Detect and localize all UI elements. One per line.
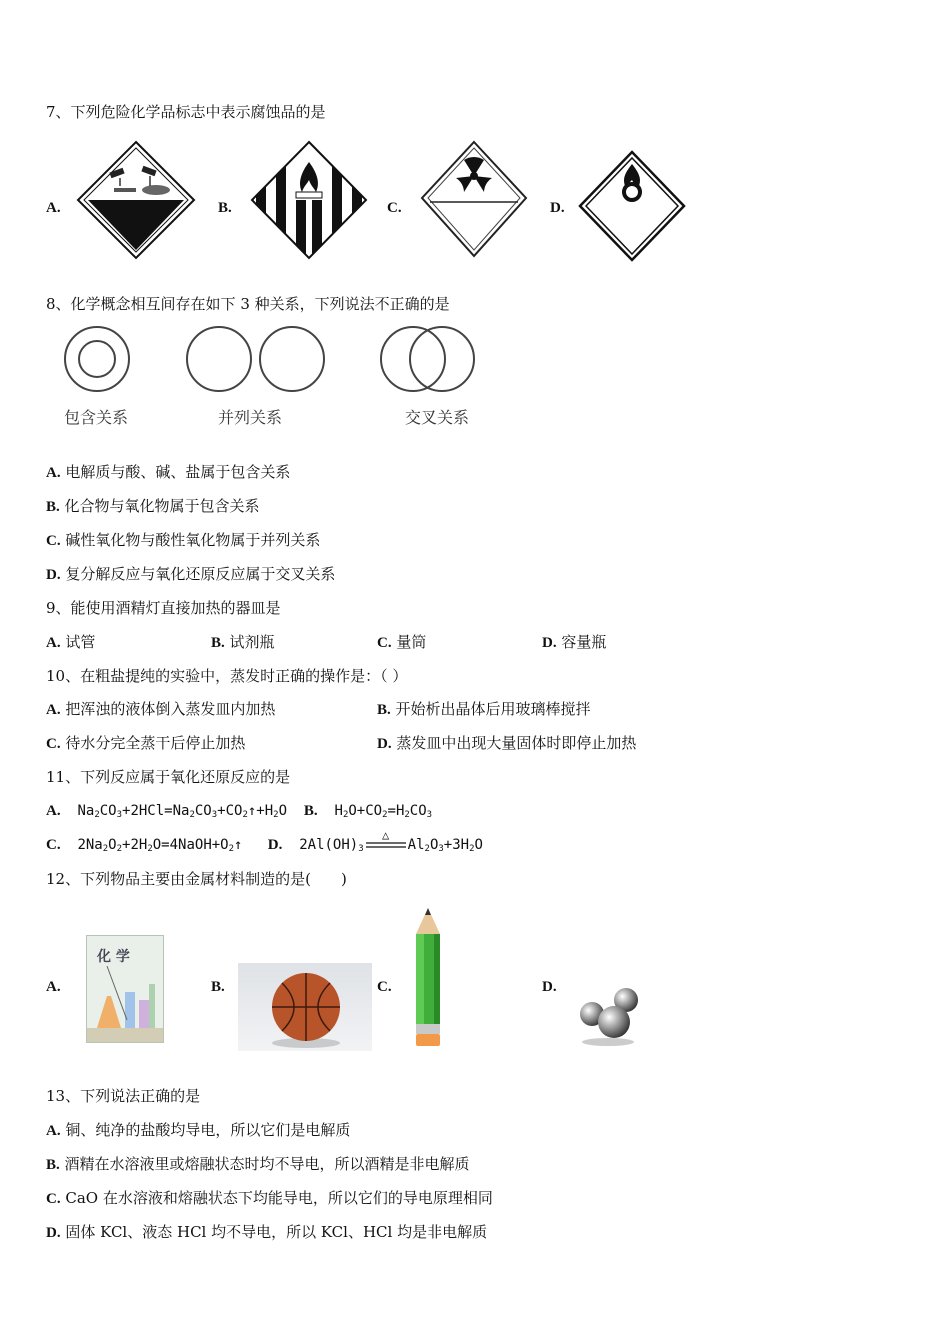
q8-option-d: D. 复分解反应与氧化还原反应属于交叉关系 [46, 565, 336, 583]
q12-option-b-label: B. [211, 979, 225, 995]
q7-option-a-label: A. [46, 200, 61, 216]
q9-option-a: A. 试管 [46, 633, 96, 651]
q11-equation-c: $2Na_2O_2+2H_2O=4NaOH+O_2↑$ [77, 837, 243, 854]
chemistry-book-image [86, 935, 164, 1043]
parallel-relation-diagram [182, 322, 328, 396]
q9-option-d: D. 容量瓶 [542, 633, 607, 651]
equals-bar-icon [366, 841, 406, 849]
basketball-icon [238, 963, 372, 1051]
q13-option-a: A. 铜、纯净的盐酸均导电，所以它们是电解质 [46, 1121, 351, 1139]
q11-row-ab: A. $Na_2CO_3+2HCl=Na_2CO_3+CO_2↑+H_2O$ B. $H_2O+CO_2=H_2CO_3$ [46, 803, 433, 820]
q9-stem: 9、能使用酒精灯直接加热的器皿是 [46, 599, 281, 617]
q11-equation-a: $Na_2CO_3+2HCl=Na_2CO_3+CO_2↑+H_2O$ [77, 803, 288, 820]
q13-option-c: C. CaO 在水溶液和熔融状态下均能导电，所以它们的导电原理相同 [46, 1189, 493, 1207]
heat-symbol: △ [382, 828, 390, 842]
q10-option-a: A. 把浑浊的液体倒入蒸发皿内加热 [46, 700, 276, 718]
q12-option-a-label: A. [46, 979, 61, 995]
inclusion-caption: 包含关系 [64, 408, 129, 427]
radioactive-sign-icon [420, 140, 528, 258]
q13-option-d: D. 固体 KCl、液态 HCl 均不导电，所以 KCl、HCl 均是非电解质 [46, 1223, 488, 1241]
q7-option-b-label: B. [218, 200, 232, 216]
heating-arrow [366, 828, 406, 849]
pencil-image [412, 906, 444, 1048]
q12-option-d-label: D. [542, 979, 557, 995]
q10-option-c: C. 待水分完全蒸干后停止加热 [46, 734, 246, 752]
q8-option-a: A. 电解质与酸、碱、盐属于包含关系 [46, 463, 291, 481]
q7-stem: 7、下列危险化学品标志中表示腐蚀品的是 [46, 103, 326, 121]
q10-stem: 10、在粗盐提纯的实验中，蒸发时正确的操作是：（ ） [46, 667, 408, 685]
q8-option-c: C. 碱性氧化物与酸性氧化物属于并列关系 [46, 531, 321, 549]
q11-row-cd: C. $2Na_2O_2+2H_2O=4NaOH+O_2↑$ D. $2Al(OH)_3$ △ $Al_2O_3+3H_2O$ [46, 828, 483, 854]
q11-equation-d: $2Al(OH)_3$ △ $Al_2O_3+3H_2O$ [299, 828, 483, 854]
intersection-relation-diagram [376, 322, 480, 396]
metal-balls-image [574, 984, 642, 1048]
parallel-caption: 并列关系 [218, 408, 283, 427]
q11-equation-b: $H_2O+CO_2=H_2CO_3$ [334, 803, 433, 820]
basketball-image [238, 963, 372, 1051]
q11-stem: 11、下列反应属于氧化还原反应的是 [46, 768, 291, 786]
q10-option-d: D. 蒸发皿中出现大量固体时即停止加热 [377, 734, 637, 752]
q7-option-d-label: D. [550, 200, 565, 216]
oxidizer-sign-icon [578, 150, 686, 262]
inclusion-relation-diagram [60, 322, 134, 396]
q8-option-b: B. 化合物与氧化物属于包含关系 [46, 497, 260, 515]
glassware-icon [87, 936, 163, 1042]
corrosive-sign-icon [76, 140, 196, 260]
q10-option-b: B. 开始析出晶体后用玻璃棒搅拌 [377, 700, 591, 718]
q13-stem: 13、下列说法正确的是 [46, 1087, 201, 1105]
q9-option-b: B. 试剂瓶 [211, 633, 275, 651]
q9-option-c: C. 量筒 [377, 633, 427, 651]
q13-option-b: B. 酒精在水溶液里或熔融状态时均不导电，所以酒精是非电解质 [46, 1155, 470, 1173]
intersection-caption: 交叉关系 [405, 408, 470, 427]
book-title: 化 学 [97, 949, 130, 965]
q12-stem: 12、下列物品主要由金属材料制造的是( ) [46, 870, 347, 888]
q8-stem: 8、化学概念相互间存在如下 3 种关系，下列说法不正确的是 [46, 295, 450, 313]
q7-option-c-label: C. [387, 200, 402, 216]
q12-option-c-label: C. [377, 979, 392, 995]
spontaneous-combustion-sign-icon [250, 140, 368, 260]
